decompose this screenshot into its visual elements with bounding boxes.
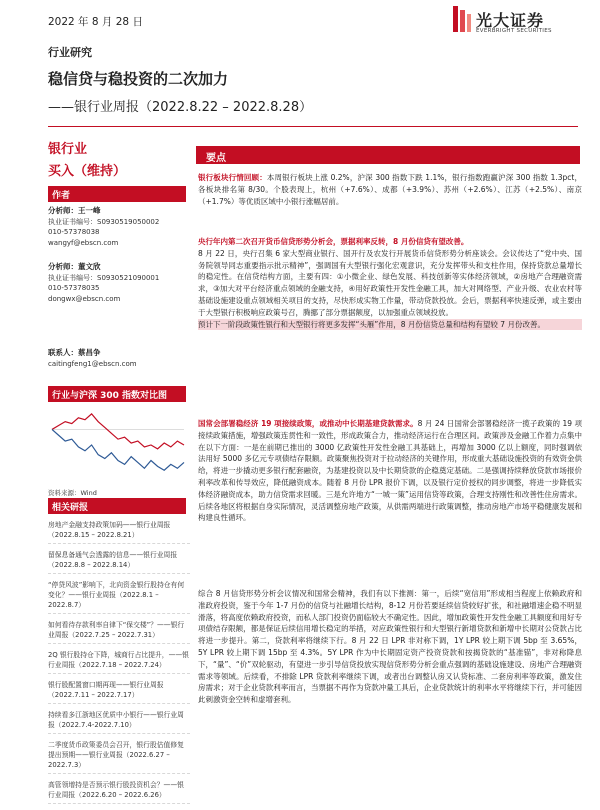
author-phone: 010-57378035: [48, 284, 100, 292]
logo-text-en: EVERBRIGHT SECURITIES: [476, 28, 552, 34]
report-category: 行业研究: [48, 46, 92, 59]
index-comparison-chart: [48, 404, 188, 484]
state-council-paragraph: [198, 418, 582, 524]
chart-heading: 行业与沪深 300 指数对比图: [48, 386, 186, 402]
author-email[interactable]: dongwx@ebscn.com: [48, 294, 121, 303]
paragraph-text: 本周银行板块上涨 0.2%，沪深 300 指数下跌 1.1%，银行指数跑赢沪深 300 指数 1.3pct，各板块排名第 8/30。个股表现上，杭州（+7.6%）、成都（+3.9%）、苏州（+2.6%）、江苏（+2.5%）、南京（+1.7%）等优质区域中小银行涨幅居前。: [198, 173, 583, 206]
related-reports-list: [48, 520, 190, 810]
company-logo: [452, 6, 582, 46]
industry-label: 银行业: [48, 142, 88, 157]
chart-svg: [48, 404, 188, 484]
rating-label: 买入（维持）: [48, 164, 127, 179]
paragraph-heading: 央行年内第二次召开货币信贷形势分析会，票据利率反转，8 月份信贷有望改善。: [198, 237, 469, 246]
report-subtitle: ——银行业周报（2022.8.22 – 2022.8.28）: [48, 100, 313, 115]
logo-text-cn: 光大证券: [476, 11, 545, 30]
credit-meeting-paragraph: [198, 236, 582, 330]
everbright-logo-icon: [452, 6, 472, 32]
author-name: 分析师：董文欣: [48, 262, 101, 271]
related-report-item[interactable]: 留保息备通气会透露的信息——银行业周报（2022.8.8 – 2022.8.14）: [48, 550, 190, 574]
related-report-item[interactable]: 高管领增持是否预示银行股投资机会？——银行业周报（2022.6.20 – 2022.6.26）: [48, 780, 190, 804]
author-phone: 010-57378038: [48, 228, 100, 236]
related-report-item[interactable]: 银行股配置窗口期再现——银行业周报（2022.7.11 – 2022.7.17）: [48, 680, 190, 704]
related-heading: 相关研报: [48, 498, 186, 514]
contact-name: 联系人：蔡昌争: [48, 348, 101, 357]
paragraph-label: 银行板块行情回顾：: [198, 173, 267, 182]
related-report-item[interactable]: 持续看多江浙地区优质中小银行——银行业周报（2022.7.4-2022.7.10）: [48, 710, 190, 734]
authors-heading: 作者: [48, 186, 186, 202]
paragraph-heading: 国常会部署稳经济 19 项接续政策，或推动中长期基建贷款需求。: [198, 419, 418, 428]
outlook-paragraph: [198, 588, 582, 706]
author-name: 分析师：王一峰: [48, 206, 101, 215]
related-report-item[interactable]: 如何看待存款利率自律下“保交楼”？——银行业周报（2022.7.25 – 2022.7.31）: [48, 620, 190, 644]
author-block-2: [48, 262, 188, 304]
related-report-item[interactable]: 二季度货币政策委员会召开，银行股估值修复提出预期——银行业周报（2022.6.27 – 2022.7.3）: [48, 740, 190, 774]
author-license: 执业证书编号：S0930521090001: [48, 273, 160, 282]
contact-email[interactable]: caitingfeng1@ebscn.com: [48, 359, 137, 368]
report-title: 稳信贷与稳投资的二次加力: [48, 70, 229, 88]
related-report-item[interactable]: 房地产金融支持政策加码——银行业周报（2022.8.15 – 2022.8.21）: [48, 520, 190, 544]
paragraph-highlight: 预计下一阶段政策性银行和大型银行将更多发挥“头雁”作用，8 月份信贷总量和结构有望较 7 月份改善。: [198, 319, 582, 331]
paragraph-text: 综合 8 月信贷形势分析会议情况和国常会精神，我们有以下推测：第一，后续“宽信用”形成相当程度上依赖政府和准政府投资，鉴于今年 1-7 月份的信贷与社融增长结构，8-12 月份若要延续信贷较好扩张，和社融增速企稳不明显滑落，将高度依赖政府投资，而私人部门投资仍面临较大不确定性。因此，增加政策性开发性金融工具额度和用好专项债结存限额，都是保证后续信用增长稳定的举措，对应政策性银行和大型银行新增贷款和新增中长期对公贷款占比将进一步提升。第二，贷款利率将继续下行。8 月 22 日 LPR 非对称下调，1Y LPR 较上期下调 5bp 至 3.65%，5Y LPR 较上期下调 15bp 至 4.3%。5Y LPR 作为中长期固定资产投资贷款和按揭贷款的“基准锚”，非对称降息下，“量”、“价”双轮驱动，有望进一步引导信贷投放实现信贷形势分析会重点强调的基础设施建设、房地产合理融资需求等领域。后续看，不排除 LPR 贷款利率继续下调，或者出台调整认房又认贷标准、二套房利率等政策，激发住房需求；对于企业贷款利率而言，当票据不再作为贷款冲量工具后，企业贷款统计的利率水平将继续下行，并可能因此刺激资金空转和虚增套利。: [198, 589, 582, 705]
related-report-item[interactable]: “停贷风波”影响下，北向资金银行股持仓有何变化？——银行业周报（2022.8.1 – 2022.8.7）: [48, 580, 190, 614]
chart-source: 资料来源：Wind: [48, 489, 97, 497]
chart-series-line: [52, 414, 184, 449]
paragraph-text: 8 月 22 日，央行召集 6 家大型商业银行、国开行及农发行开展货币信贷形势分析座谈会。会议传达了“党中央、国务院领导同志重要指示批示精神”，强调国有大型银行强化宏观意识，充分发挥带头和支柱作用，保持贷款总量增长的稳定性。在信贷结构方面，主要有四：①小微企业、绿色发展、科技创新等实体经济领域，②房地产合理融资需求，③加大对平台经济重点领域的金融支持，④用好政策性开发性金融工具，加大对网络型、产业升级、农业农村等基础设施建设重点领域相关项目的支持，尽快形成实物工作量，带动贷款投放。会后，票据利率快速反弹，或主要由于大型银行积极响应政策号召，腾挪了部分票据额度，以加强重点领域投放。: [198, 248, 582, 317]
report-date: 2022 年 8 月 28 日: [48, 16, 143, 28]
author-license: 执业证书编号：S0930519050002: [48, 217, 160, 226]
contact-block: [48, 348, 188, 369]
header-divider: [48, 126, 578, 127]
author-block-1: [48, 206, 188, 248]
market-review-paragraph: [198, 172, 582, 207]
chart-series-line: [52, 429, 184, 470]
paragraph-text: 8 月 24 日国常会部署稳经济一揽子政策的 19 项接续政策措施，增强政策连贯性和一致性，形成政策合力，推动经济运行在合理区间。政策涉及金融工作着力点集中在以下方面：一是在前期已推出的 3000 亿政策性开发性金融工具基础上，再增加 3000 亿以上额度，同时强调依法用好 5000 多亿元专项债结存限额。政策聚焦投资对于拉动经济的关键作用，形成重大基础设施投资的有效资金供给，将进一步撬动更多银行配套融资，为基建投资以及中长期贷款的企稳奠定基础。二是强调持续释放贷款市场报价利率改革和传导效应，降低融资成本。随着 8 月份 LPR 报价下调，以及银行定价授权的同步调整，将进一步降低实体经济融资成本，助力信贷需求回暖。三是允许地方“一城一策”运用信贷等政策，合理支持刚性和改善性住房需求。后续各地区将根据自身实际情况，灵活调整房地产政策，从供需两端进行政策调整，推动房地产市场平稳健康发展和构建良性循环。: [198, 419, 582, 523]
author-email[interactable]: wangyf@ebscn.com: [48, 238, 119, 247]
related-report-item[interactable]: 2Q 银行股持仓下降，城商行占比提升，——银行业周报（2022.7.18 – 2022.7.24）: [48, 650, 190, 674]
key-points-heading: 要点: [196, 146, 580, 164]
